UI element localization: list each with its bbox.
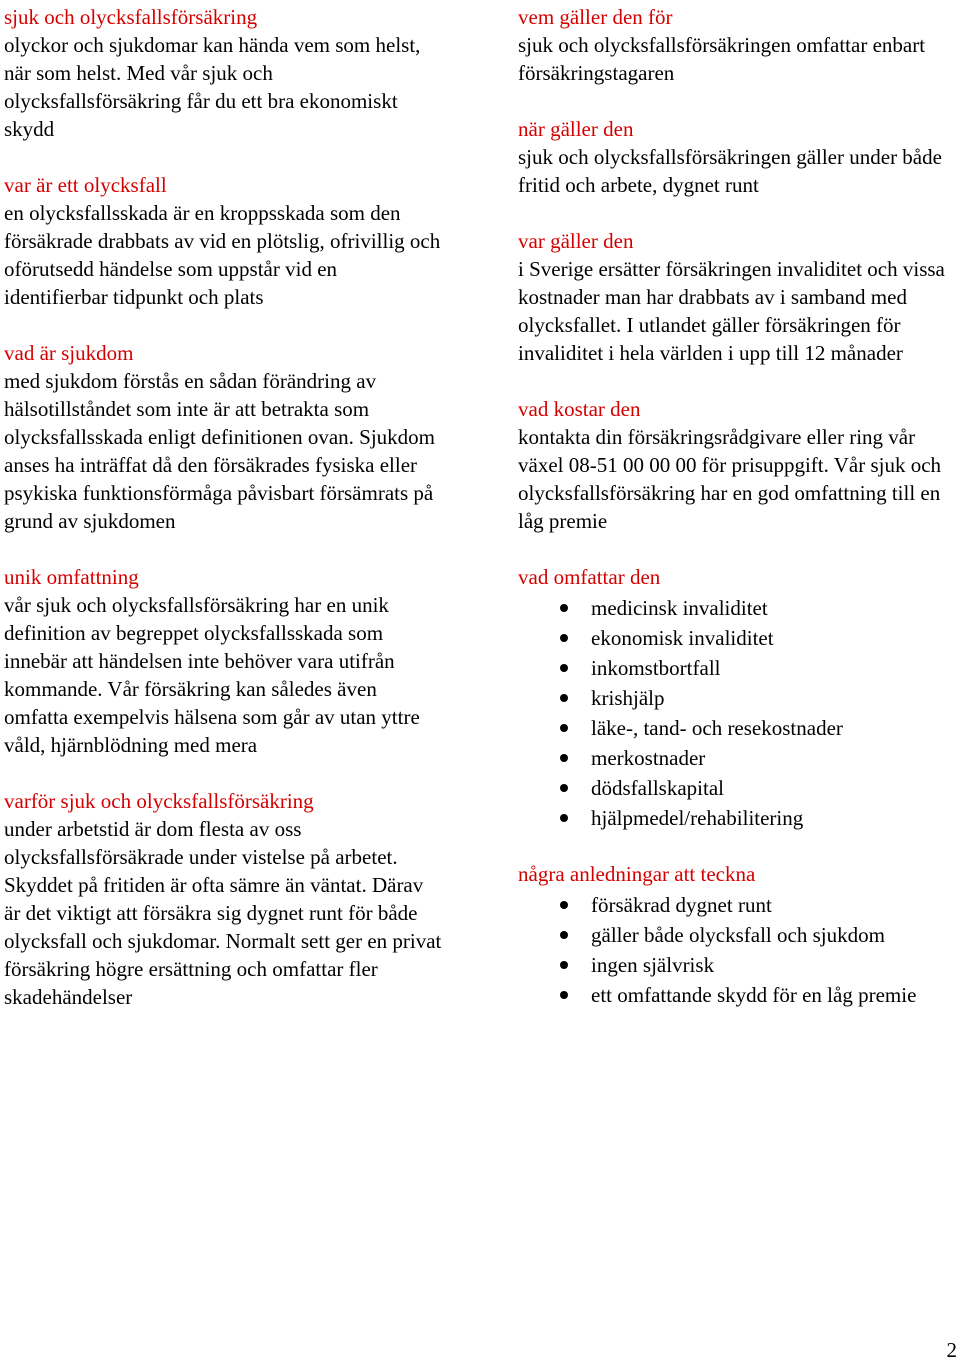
section-text: en olycksfallsskada är en kroppsskada som den försäkrade drabbats av vid en plötslig, ofrivillig och oförutsedd händelse som uppstår vid en identifierbar tidpunkt och plats	[4, 201, 441, 309]
list-item-text: gäller både olycksfall och sjukdom	[591, 923, 885, 947]
section-text: i Sverige ersätter försäkringen invaliditet och vissa kostnader man har drabbats av i samband med olycksfallet. I utlandet gäller försäkringen för invaliditet i hela världen i upp till 12 månader	[518, 257, 945, 365]
section-heading: vad omfattar den	[518, 565, 661, 589]
reasons-list	[518, 891, 960, 1009]
bullet-icon	[560, 991, 568, 999]
section-text: sjuk och olycksfallsförsäkringen omfattar enbart försäkringstagaren	[518, 33, 926, 85]
bullet-icon	[560, 961, 568, 969]
list-item	[518, 891, 960, 919]
section-text: vår sjuk och olycksfallsförsäkring har en unik definition av begreppet olycksfallsskada som innebär att händelsen inte behöver vara utifrån kommande. Vår försäkring kan således även omfatta exempelvis hälsena som går av utan yttre våld, hjärnblödning med mera	[4, 593, 420, 757]
list-item-text: krishjälp	[591, 686, 665, 710]
list-item-text: ett omfattande skydd för en låg premie	[591, 983, 917, 1007]
list-item	[518, 624, 960, 652]
bullet-icon	[560, 754, 568, 762]
list-item	[518, 921, 960, 949]
section-heading: vem gäller den för	[518, 5, 673, 29]
section-text: med sjukdom förstås en sådan förändring av hälsotillståndet som inte är att betrakta som olycksfallsskada enligt definitionen ovan. Sjukdom anses ha inträffat då den försäkrades fysiska eller psykiska funktionsförmåga påvisbart försämrats på grund av sjukdomen	[4, 369, 436, 533]
section-heading: unik omfattning	[4, 565, 139, 589]
section-vad-ar-sjukdom	[4, 339, 444, 535]
list-item-text: inkomstbortfall	[591, 656, 721, 680]
page-number: 2	[946, 1338, 957, 1362]
bullet-icon	[560, 784, 568, 792]
list-item	[518, 654, 960, 682]
section-heading: vad är sjukdom	[4, 341, 134, 365]
bullet-icon	[560, 901, 568, 909]
section-vem-galler-den-for	[518, 3, 960, 87]
list-item	[518, 684, 960, 712]
list-item-text: ingen självrisk	[591, 953, 715, 977]
list-item	[518, 744, 960, 772]
section-heading: några anledningar att teckna	[518, 862, 756, 886]
list-item-text: läke-, tand- och resekostnader	[591, 716, 843, 740]
bullet-icon	[560, 694, 568, 702]
section-heading: var gäller den	[518, 229, 634, 253]
section-nagra-anledningar	[518, 860, 960, 1009]
section-nar-galler-den	[518, 115, 960, 199]
list-item-text: försäkrad dygnet runt	[591, 893, 772, 917]
bullet-icon	[560, 604, 568, 612]
section-heading: var är ett olycksfall	[4, 173, 167, 197]
coverage-list	[518, 594, 960, 832]
bullet-icon	[560, 634, 568, 642]
section-var-galler-den	[518, 227, 960, 367]
section-vad-kostar-den	[518, 395, 960, 535]
bullet-icon	[560, 931, 568, 939]
list-item	[518, 951, 960, 979]
section-var-ar-ett-olycksfall	[4, 171, 444, 311]
section-text: sjuk och olycksfallsförsäkringen gäller under både fritid och arbete, dygnet runt	[518, 145, 942, 197]
section-heading: när gäller den	[518, 117, 634, 141]
list-item	[518, 981, 960, 1009]
list-item-text: merkostnader	[591, 746, 706, 770]
section-heading: sjuk och olycksfallsförsäkring	[4, 5, 258, 29]
list-item-text: medicinsk invaliditet	[591, 596, 768, 620]
section-varfor	[4, 787, 444, 1011]
section-text: olyckor och sjukdomar kan hända vem som helst, när som helst. Med vår sjuk och olycksfallsförsäkring får du ett bra ekonomiskt skydd	[4, 33, 421, 141]
section-text: under arbetstid är dom flesta av oss olycksfallsförsäkrade under vistelse på arbetet. Skyddet på fritiden är ofta sämre än väntat. Därav är det viktigt att försäkra sig dygnet runt för både olycksfall och sjukdomar. Normalt sett ger en privat försäkring högre ersättning och omfattar fler skadehändelser	[4, 817, 442, 1009]
section-vad-omfattar-den	[518, 563, 960, 832]
list-item	[518, 774, 960, 802]
section-unik-omfattning	[4, 563, 444, 759]
section-text: kontakta din försäkringsrådgivare eller ring vår växel 08-51 00 00 00 för prisuppgift. Vår sjuk och olycksfallsförsäkring har en god omfattning till en låg premie	[518, 425, 942, 533]
section-sjuk-och-olycksfallsforsakring	[4, 3, 444, 143]
list-item-text: hjälpmedel/rehabilitering	[591, 806, 804, 830]
bullet-icon	[560, 724, 568, 732]
list-item	[518, 594, 960, 622]
bullet-icon	[560, 814, 568, 822]
list-item-text: dödsfallskapital	[591, 776, 724, 800]
list-item	[518, 714, 960, 742]
left-column	[4, 3, 444, 1039]
list-item	[518, 804, 960, 832]
bullet-icon	[560, 664, 568, 672]
list-item-text: ekonomisk invaliditet	[591, 626, 774, 650]
right-column	[518, 3, 960, 1037]
section-heading: varför sjuk och olycksfallsförsäkring	[4, 789, 314, 813]
section-heading: vad kostar den	[518, 397, 641, 421]
